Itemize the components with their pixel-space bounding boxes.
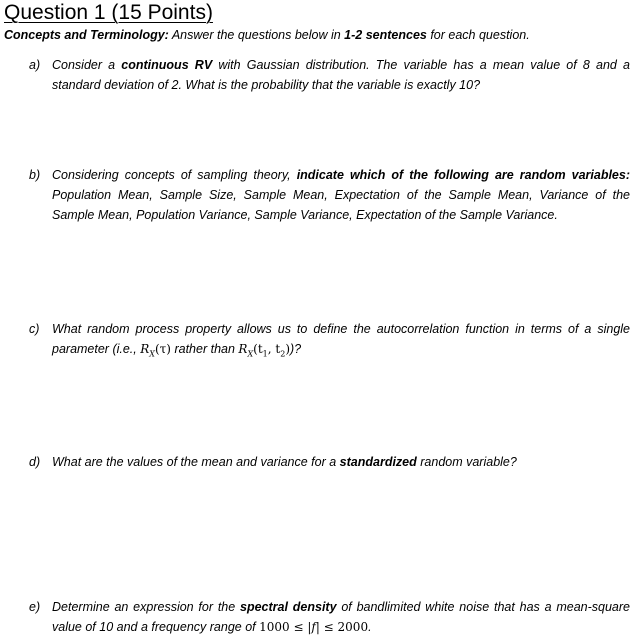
- math-r2-close: ): [285, 342, 290, 356]
- question-b-text: [52, 165, 630, 225]
- question-b-emphasis: indicate which of the following are random variables:: [296, 168, 630, 182]
- math-t2-sub: 2: [280, 349, 286, 359]
- math-f: f: [311, 620, 316, 634]
- question-a-text-2: with Gaussian distribution. The variable has a mean value of 8 and a standard deviation of 2. What is the probability that the variable is exactly 10?: [52, 58, 630, 92]
- math-r2-open: (t: [253, 342, 263, 356]
- question-b-text-2: Population Mean, Sample Size, Sample Mean, Expectation of the Sample Mean, Variance of the Sample Mean, Population Variance, Sample Variance, Expectation of the Sample Variance.: [52, 188, 630, 222]
- question-c-text-2: rather than: [171, 342, 239, 356]
- question-e-emphasis: spectral density: [240, 600, 337, 614]
- question-c-text-3: )?: [290, 342, 302, 356]
- question-a-letter: a): [29, 58, 41, 72]
- question-b-text-1: Considering concepts of sampling theory,: [52, 168, 297, 182]
- math-r2-sub: X: [247, 349, 254, 359]
- autocorrelation-two-param: [238, 342, 290, 359]
- question-d-letter: d): [29, 455, 41, 469]
- question-d-text: [52, 452, 630, 472]
- instructions-text-2: for each question.: [426, 28, 530, 42]
- question-e-text-1: Determine an expression for the: [52, 600, 241, 614]
- math-r-arg: (τ): [154, 342, 171, 356]
- math-r: R: [140, 342, 150, 356]
- question-d-emphasis: standardized: [339, 455, 417, 469]
- question-c-text-1: What random process property allows us to define the autocorrelation function in terms of a single parameter (i.e.,: [52, 322, 630, 356]
- question-e-text-3: .: [368, 620, 372, 634]
- autocorrelation-single-param: [140, 342, 171, 359]
- question-d-text-2: random variable?: [416, 455, 517, 469]
- question-a-text-1: Consider a: [52, 58, 122, 72]
- question-e-text: [52, 597, 630, 637]
- math-r2: R: [238, 342, 248, 356]
- question-e-text-2: of bandlimited white noise that has a mean-square value of 10 and a frequency range of: [52, 600, 630, 634]
- question-title: Question 1 (15 Points): [4, 1, 213, 24]
- question-b-letter: b): [29, 168, 41, 182]
- math-range-start: 1000 ≤ |: [259, 620, 312, 634]
- math-range-end: | ≤ 2000: [315, 620, 369, 634]
- math-r-sub: X: [149, 349, 155, 359]
- question-a-emphasis: continuous RV: [121, 58, 213, 72]
- question-c-text: [52, 319, 630, 359]
- math-r2-mid: , t: [267, 342, 281, 356]
- math-t1-sub: 1: [262, 349, 268, 359]
- question-d-text-1: What are the values of the mean and variance for a: [52, 455, 340, 469]
- frequency-range: [259, 620, 368, 634]
- instructions: [4, 27, 632, 44]
- question-e-letter: e): [29, 600, 41, 614]
- question-a-text: [52, 55, 630, 95]
- instructions-label: Concepts and Terminology:: [4, 28, 169, 42]
- instructions-text-1: Answer the questions below in: [168, 28, 345, 42]
- question-c-letter: c): [29, 322, 40, 336]
- instructions-emphasis: 1-2 sentences: [344, 28, 427, 42]
